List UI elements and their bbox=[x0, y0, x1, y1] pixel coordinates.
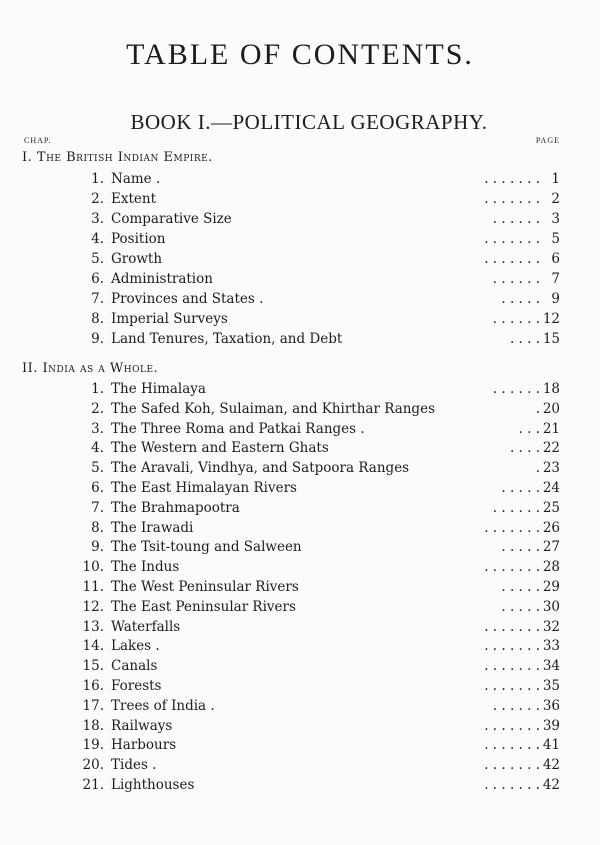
page-number: 26 bbox=[542, 519, 560, 536]
leader-dots: . . . . . . bbox=[492, 697, 540, 714]
entry-number: 1. bbox=[91, 171, 104, 187]
page-number: 22 bbox=[542, 440, 560, 457]
leader-dots: . . . . . bbox=[501, 579, 540, 595]
page-number: 42 bbox=[542, 757, 560, 774]
page-number: 15 bbox=[542, 331, 560, 347]
entry-title: The Western and Eastern Ghats bbox=[111, 440, 329, 457]
toc-entry[interactable] bbox=[0, 579, 600, 599]
page-number: 39 bbox=[542, 717, 560, 734]
toc-entry[interactable] bbox=[0, 599, 600, 619]
entry-number: 17. bbox=[82, 697, 104, 714]
leader-dots: . . . . bbox=[509, 331, 540, 347]
leader-dots: . . . . . . . bbox=[484, 559, 540, 576]
page-number: 9 bbox=[551, 291, 560, 307]
leader-dots: . . . . . . . bbox=[484, 658, 540, 675]
leader-dots: . . . . . . . bbox=[484, 171, 540, 187]
page-number: 3 bbox=[551, 211, 560, 227]
toc-entry[interactable] bbox=[0, 381, 600, 401]
toc-entry[interactable] bbox=[0, 500, 600, 520]
toc-entry[interactable] bbox=[0, 231, 600, 251]
entry-number: 7. bbox=[91, 499, 104, 516]
toc-entry[interactable] bbox=[0, 757, 600, 777]
toc-entry[interactable] bbox=[0, 440, 600, 460]
entry-title: The Aravali, Vindhya, and Satpoora Ranges bbox=[111, 460, 410, 477]
entry-number: 3. bbox=[91, 211, 104, 227]
page-number: 20 bbox=[542, 400, 560, 417]
page-number: 41 bbox=[542, 737, 560, 754]
entry-number: 19. bbox=[82, 737, 104, 754]
leader-dots: . . . . . . . bbox=[484, 777, 540, 793]
leader-dots: . . . . . bbox=[501, 598, 540, 615]
page-number: 2 bbox=[551, 191, 560, 207]
entry-title: Name . bbox=[111, 171, 161, 187]
chapter-heading: II. India as a Whole. bbox=[22, 361, 159, 376]
entry-title: Growth bbox=[111, 251, 163, 267]
entry-title: The Irawadi bbox=[111, 519, 194, 536]
entry-title: The Indus bbox=[111, 559, 180, 576]
chapter-heading: I. The British Indian Empire. bbox=[22, 150, 213, 165]
page-number: 1 bbox=[551, 171, 560, 187]
page-number: 34 bbox=[542, 658, 560, 675]
leader-dots: . . . . . . . bbox=[484, 251, 540, 267]
entry-number: 5. bbox=[91, 251, 104, 267]
entry-number: 9. bbox=[91, 331, 104, 347]
page-number: 28 bbox=[542, 559, 560, 576]
entry-title: The East Peninsular Rivers bbox=[111, 598, 296, 615]
page-number: 36 bbox=[542, 697, 560, 714]
entry-title: Land Tenures, Taxation, and Debt bbox=[111, 331, 343, 347]
entry-number: 14. bbox=[82, 638, 104, 655]
page-number: 30 bbox=[542, 598, 560, 615]
entry-title: Waterfalls bbox=[111, 618, 181, 635]
toc-entry[interactable] bbox=[0, 271, 600, 291]
entry-number: 18. bbox=[82, 717, 104, 734]
toc-entry[interactable] bbox=[0, 718, 600, 738]
page-number: 33 bbox=[542, 638, 560, 655]
toc-entry[interactable] bbox=[0, 698, 600, 718]
leader-dots: . bbox=[535, 400, 540, 417]
toc-entry[interactable] bbox=[0, 251, 600, 271]
page-number: 23 bbox=[542, 460, 560, 477]
leader-dots: . . . . . . . bbox=[484, 191, 540, 207]
page-number: 25 bbox=[542, 499, 560, 516]
leader-dots: . . . . . . . bbox=[484, 717, 540, 734]
leader-dots: . . . . . . . bbox=[484, 231, 540, 247]
toc-entry[interactable] bbox=[0, 559, 600, 579]
entry-title: Railways bbox=[111, 717, 173, 734]
page-number: 35 bbox=[542, 678, 560, 694]
entry-title: Position bbox=[111, 231, 166, 247]
entry-title: The East Himalayan Rivers bbox=[111, 480, 297, 496]
entry-number: 8. bbox=[91, 519, 104, 536]
entry-number: 4. bbox=[91, 231, 104, 247]
page-number: 42 bbox=[542, 777, 560, 793]
entry-title: The West Peninsular Rivers bbox=[111, 579, 299, 595]
entry-title: Trees of India . bbox=[111, 697, 215, 714]
entry-number: 21. bbox=[82, 777, 104, 793]
page-number: 5 bbox=[551, 231, 560, 247]
toc-entry[interactable] bbox=[0, 737, 600, 757]
entry-title: Administration bbox=[111, 271, 213, 287]
leader-dots: . . . . . . bbox=[492, 271, 540, 287]
entry-title: The Brahmapootra bbox=[111, 499, 240, 516]
leader-dots: . . . . bbox=[509, 440, 540, 457]
toc-entry[interactable] bbox=[0, 520, 600, 540]
entry-number: 5. bbox=[91, 460, 104, 477]
page-title: TABLE OF CONTENTS. bbox=[126, 38, 474, 71]
entry-title: Tides . bbox=[111, 757, 157, 774]
entry-number: 7. bbox=[91, 291, 104, 307]
entry-title: Comparative Size bbox=[111, 211, 232, 227]
entry-title: The Safed Koh, Sulaiman, and Khirthar Ranges bbox=[111, 400, 435, 417]
leader-dots: . . . . . bbox=[501, 539, 540, 556]
leader-dots: . . . . . . . bbox=[484, 638, 540, 655]
leader-dots: . bbox=[535, 460, 540, 477]
toc-entry[interactable] bbox=[0, 678, 600, 698]
entry-title: Forests bbox=[111, 678, 162, 694]
entry-number: 6. bbox=[91, 480, 104, 496]
leader-dots: . . . . . . . bbox=[484, 618, 540, 635]
entry-number: 3. bbox=[91, 420, 104, 437]
toc-entry[interactable] bbox=[0, 401, 600, 421]
page-number: 27 bbox=[542, 539, 560, 556]
toc-entry[interactable] bbox=[0, 658, 600, 678]
toc-entry[interactable] bbox=[0, 331, 600, 351]
toc-entry[interactable] bbox=[0, 539, 600, 559]
leader-dots: . . . . . . bbox=[492, 381, 540, 397]
toc-entry[interactable] bbox=[0, 421, 600, 441]
page-number: 32 bbox=[542, 618, 560, 635]
page-number: 29 bbox=[542, 579, 560, 595]
column-header-page: PAGE bbox=[535, 136, 560, 145]
entry-number: 8. bbox=[91, 311, 104, 327]
toc-entry[interactable] bbox=[0, 480, 600, 500]
entry-title: Canals bbox=[111, 658, 158, 675]
leader-dots: . . . . . . . bbox=[484, 678, 540, 694]
toc-entry[interactable] bbox=[0, 638, 600, 658]
page-number: 12 bbox=[542, 311, 560, 327]
entry-title: Harbours bbox=[111, 737, 177, 754]
column-header-chap: CHAP. bbox=[24, 136, 52, 145]
entry-title: Lakes . bbox=[111, 638, 160, 655]
entry-number: 4. bbox=[91, 440, 104, 457]
entry-number: 10. bbox=[82, 559, 104, 576]
page-number: 18 bbox=[542, 381, 560, 397]
entry-number: 16. bbox=[82, 678, 104, 694]
page-number: 6 bbox=[551, 251, 560, 267]
entry-number: 2. bbox=[91, 191, 104, 207]
entry-number: 15. bbox=[82, 658, 104, 675]
entry-title: Imperial Surveys bbox=[111, 311, 228, 327]
page-number: 7 bbox=[551, 271, 560, 287]
toc-entry[interactable] bbox=[0, 171, 600, 191]
entry-number: 11. bbox=[82, 579, 104, 595]
entry-title: The Three Roma and Patkai Ranges . bbox=[111, 420, 365, 437]
entry-number: 9. bbox=[91, 539, 104, 556]
toc-entry[interactable] bbox=[0, 460, 600, 480]
entry-number: 13. bbox=[82, 618, 104, 635]
toc-entry[interactable] bbox=[0, 211, 600, 231]
page-number: 21 bbox=[542, 420, 560, 437]
leader-dots: . . . . . . . bbox=[484, 757, 540, 774]
leader-dots: . . . . . . . bbox=[484, 737, 540, 754]
page-number: 24 bbox=[542, 480, 560, 496]
entry-number: 12. bbox=[82, 598, 104, 615]
leader-dots: . . . . . . bbox=[492, 499, 540, 516]
entry-title: Lighthouses bbox=[111, 777, 195, 793]
toc-entry[interactable] bbox=[0, 777, 600, 797]
leader-dots: . . . . . bbox=[501, 291, 540, 307]
entry-title: The Tsit-toung and Salween bbox=[111, 539, 302, 556]
toc-entry[interactable] bbox=[0, 311, 600, 331]
toc-entry[interactable] bbox=[0, 291, 600, 311]
leader-dots: . . . . . . . bbox=[484, 519, 540, 536]
book-heading: BOOK I.—POLITICAL GEOGRAPHY. bbox=[130, 110, 488, 134]
entry-number: 6. bbox=[91, 271, 104, 287]
entry-title: Extent bbox=[111, 191, 157, 207]
entry-number: 1. bbox=[91, 381, 104, 397]
leader-dots: . . . bbox=[518, 420, 540, 437]
toc-entry[interactable] bbox=[0, 191, 600, 211]
entry-number: 2. bbox=[91, 400, 104, 417]
leader-dots: . . . . . bbox=[501, 480, 540, 496]
entry-number: 20. bbox=[82, 757, 104, 774]
leader-dots: . . . . . . bbox=[492, 211, 540, 227]
entry-title: Provinces and States . bbox=[111, 291, 264, 307]
leader-dots: . . . . . . bbox=[492, 311, 540, 327]
toc-entry[interactable] bbox=[0, 619, 600, 639]
entry-title: The Himalaya bbox=[111, 381, 206, 397]
